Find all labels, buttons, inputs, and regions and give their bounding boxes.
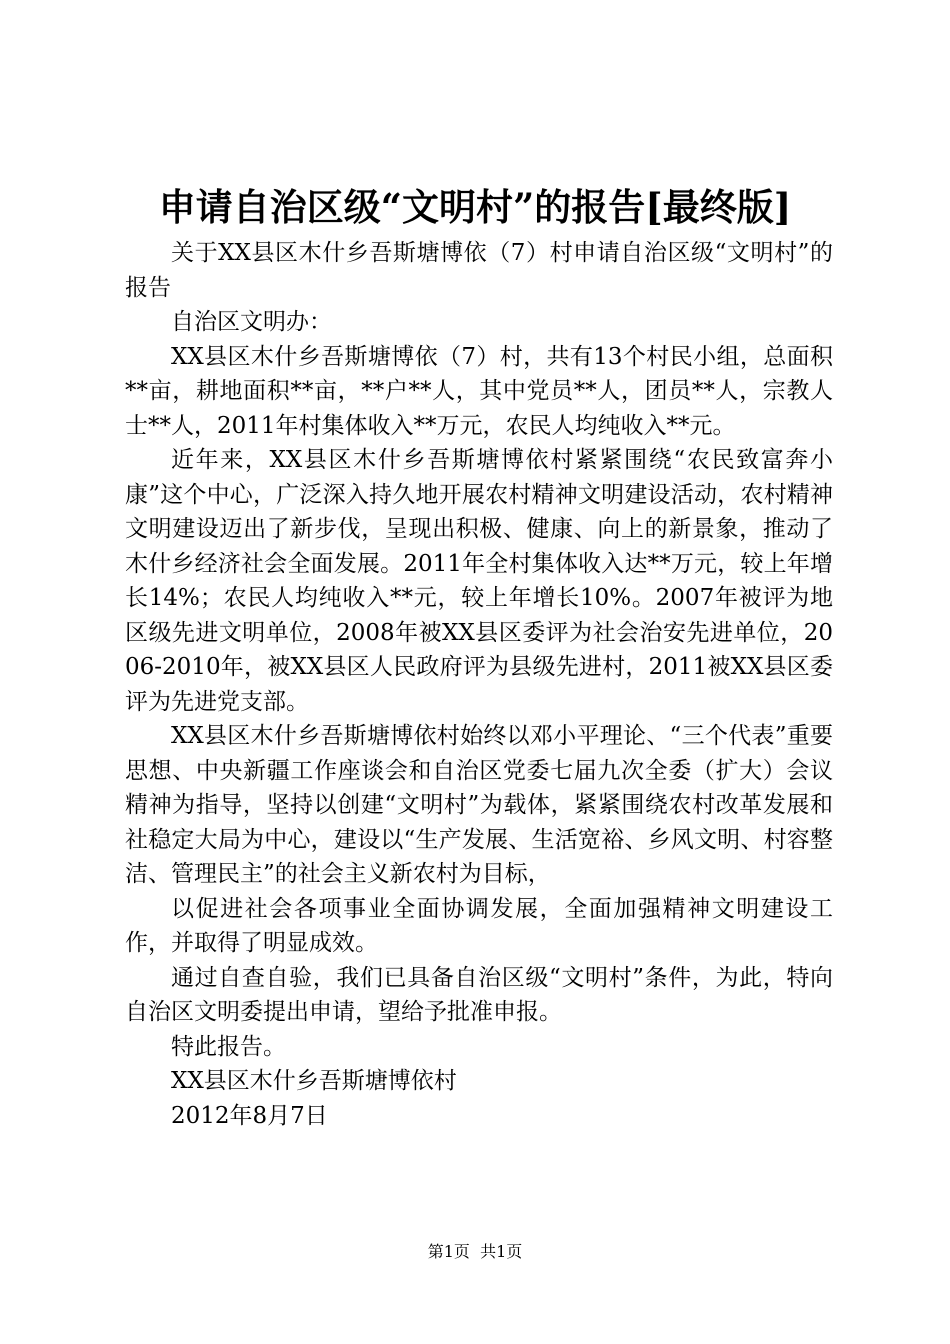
paragraph-results: 以促进社会各项事业全面协调发展，全面加强精神文明建设工作，并取得了明显成效。 bbox=[125, 895, 833, 956]
paragraph-signature: XX县区木什乡吾斯塘博依村 bbox=[171, 1068, 457, 1094]
paragraph-achievements: 近年来，XX县区木什乡吾斯塘博依村紧紧围绕“农民致富奔小康”这个中心，广泛深入持久地开展农村精神文明建设活动，农村精神文明建设迈出了新步伐，呈现出积极、健康、向上的新景象，推动了木什乡经济社会全面发展。2011年全村集体收入达**万元，较上年增长14%；农民人均纯收入**元，较上年增长10%。2007年被评为地区级先进文明单位，2008年被XX县区委评为社会治安先进单位，2006-2010年，被XX县区人民政府评为县级先进村，2011被XX县区委评为先进党支部。 bbox=[125, 447, 833, 715]
document-body bbox=[125, 236, 833, 1133]
paragraph-request: 通过自查自验，我们已具备自治区级“文明村”条件，为此，特向自治区文明委提出申请，望给予批准申报。 bbox=[125, 964, 833, 1025]
paragraph-overview: XX县区木什乡吾斯塘博依（7）村，共有13个村民小组，总面积**亩，耕地面积**亩，**户**人，其中党员**人，团员**人，宗教人士**人，2011年村集体收入**万元，农民人均纯收入**元。 bbox=[125, 343, 833, 439]
paragraph-guidance: XX县区木什乡吾斯塘博依村始终以邓小平理论、“三个代表”重要思想、中央新疆工作座谈会和自治区党委七届九次全委（扩大）会议精神为指导，坚持以创建“文明村”为载体，紧紧围绕农村改革发展和社稳定大局为中心，建设以“生产发展、生活宽裕、乡风文明、村容整洁、管理民主”的社会主义新农村为目标， bbox=[125, 723, 833, 887]
document-title: 申请自治区级“文明村”的报告[最终版] bbox=[158, 185, 792, 229]
paragraph-salutation: 自治区文明办： bbox=[171, 309, 332, 335]
page-number-footer: 第1页 共1页 bbox=[427, 1242, 523, 1261]
paragraph-subject: 关于XX县区木什乡吾斯塘博依（7）村申请自治区级“文明村”的报告 bbox=[125, 240, 833, 301]
paragraph-closing: 特此报告。 bbox=[171, 1033, 286, 1060]
paragraph-date: 2012年8月7日 bbox=[171, 1102, 328, 1129]
